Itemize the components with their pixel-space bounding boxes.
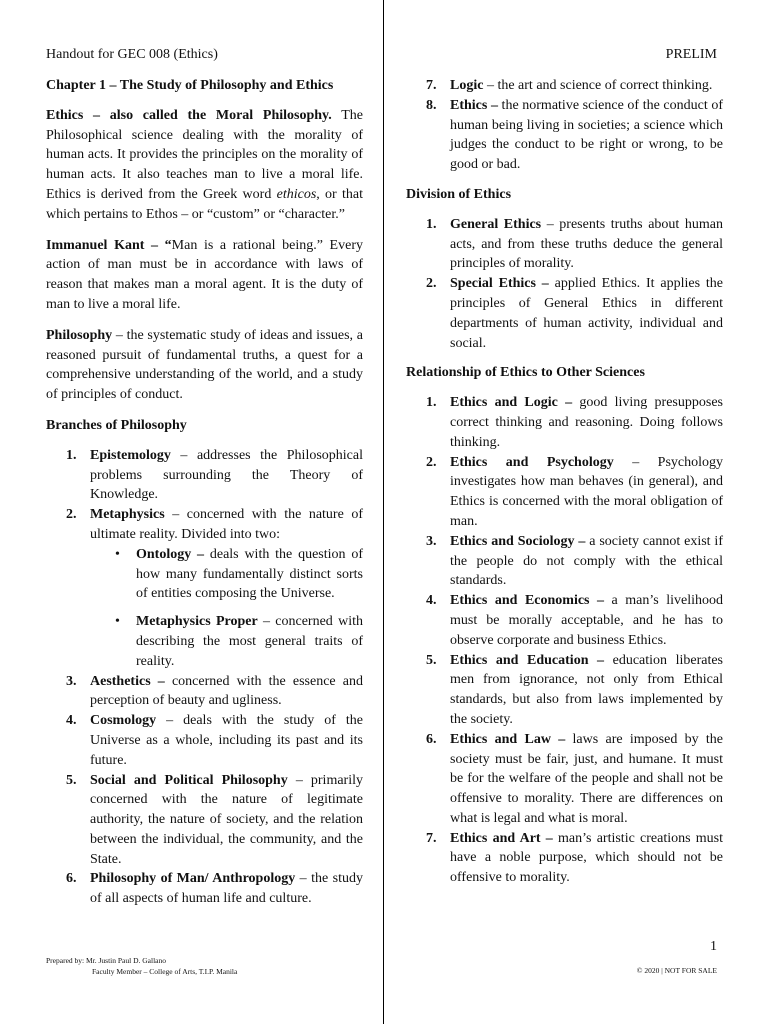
term-label: PRELIM	[665, 47, 717, 62]
list-item	[406, 532, 723, 591]
list-item	[46, 711, 363, 770]
ethics-text-end: , or that which pertains to Ethos – or “custom” or “character.”	[46, 186, 363, 222]
list-item	[406, 829, 723, 888]
item-text: – concerned with the nature of ultimate reality. Divided into two:	[90, 507, 363, 542]
ethics-text: The Philosophical science dealing with the morality of human acts. It provides the principles on the morality of human acts. It also teaches man to live a moral life. Ethics is derived from the Greek word	[46, 107, 364, 202]
item-text: deals with the question of how many fundamentally distinct sorts of entities composing the Universe.	[136, 546, 363, 602]
item-term: Special Ethics –	[450, 276, 549, 292]
item-number: 7.	[426, 830, 437, 846]
item-term: Ethics and Education –	[450, 652, 605, 668]
item-text: – primarily concerned with the nature of legitimate authority, the nature of society, and the relation between the individual, the community, and the State.	[90, 772, 363, 867]
item-term: Social and Political Philosophy	[90, 772, 288, 788]
metaphysics-sublist	[90, 545, 363, 672]
item-number: 6.	[66, 871, 77, 887]
item-number: 1.	[426, 395, 437, 411]
list-item	[406, 274, 723, 353]
item-text: – the art and science of correct thinking.	[483, 78, 713, 93]
item-number: 6.	[426, 731, 437, 747]
item-term: Epistemology	[90, 447, 171, 463]
footer-credits	[46, 955, 237, 977]
item-text: – deals with the study of the Universe as a whole, including its past and its future.	[90, 713, 363, 768]
list-item	[406, 76, 723, 96]
sub-list-item	[90, 545, 363, 604]
prepared-by: Prepared by: Mr. Justin Paul D. Gallano	[46, 956, 166, 965]
list-item	[406, 730, 723, 829]
list-item	[406, 393, 723, 452]
philosophy-definition	[46, 326, 363, 405]
item-number: 5.	[426, 652, 437, 668]
item-number: 8.	[426, 97, 437, 113]
item-number: 3.	[426, 533, 437, 549]
ethics-definition	[46, 106, 363, 225]
bullet-icon: •	[115, 546, 120, 562]
item-text: – presents truths about human acts, and from these truths deduce the general principles of morality.	[450, 216, 723, 272]
item-term: Ethics and Logic –	[450, 395, 573, 411]
item-term: Metaphysics	[90, 507, 165, 523]
item-number: 2.	[66, 507, 77, 523]
item-number: 4.	[426, 593, 437, 609]
item-text: laws are imposed by the society must be fair, just, and humane. It must be for the welfare of the people and shall not be offensive to morality. There are differences on what is legal and what is moral.	[450, 731, 724, 826]
list-item	[406, 651, 723, 730]
chapter-title: Chapter 1 – The Study of Philosophy and Ethics	[46, 78, 334, 93]
item-text: education liberates men from ignorance, not only from Ethical standards, but also from laws implemented by the society.	[450, 652, 724, 727]
list-item	[406, 96, 723, 175]
kant-term: Immanuel Kant – “	[46, 237, 172, 253]
faculty-line: Faculty Member – College of Arts, T.I.P. Manila	[92, 967, 238, 976]
item-term: Cosmology	[90, 713, 157, 729]
sub-list-item	[90, 612, 363, 671]
item-text: concerned with the essence and perception of beauty and ugliness.	[90, 673, 363, 709]
ethicos-word: ethicos	[276, 186, 317, 202]
philosophy-text: – the systematic study of ideas and issues, a reasoned pursuit of fundamental truths, a quest for a comprehensive understanding of the world, and a study of principles of conduct.	[46, 327, 363, 403]
item-term: Ethics and Art –	[450, 830, 553, 846]
list-item	[46, 869, 363, 909]
item-text: good living presupposes correct thinking and reasoning. Doing follows thinking.	[450, 395, 723, 450]
column-divider	[383, 0, 384, 1024]
item-term: Logic	[450, 78, 484, 93]
item-text: – Psychology investigates how man behaves (in general), and Ethics is concerned with the moral obligation of man.	[450, 454, 723, 529]
division-heading: Division of Ethics	[406, 186, 512, 202]
item-term: Ethics and Sociology –	[450, 533, 586, 549]
division-list	[406, 215, 723, 354]
branches-list-continued	[406, 76, 723, 175]
item-text: – concerned with describing the most general traits of reality.	[136, 614, 363, 669]
ethics-term: Ethics – also called the Moral Philosophy.	[46, 107, 332, 123]
item-number: 4.	[66, 713, 77, 729]
branches-heading: Branches of Philosophy	[46, 417, 187, 433]
bullet-icon: •	[115, 614, 120, 630]
relationship-heading: Relationship of Ethics to Other Sciences	[406, 365, 645, 381]
item-text: a society cannot exist if the people do not comply with the ethical standards.	[450, 533, 723, 589]
relationship-list	[406, 393, 723, 888]
item-text: – addresses the Philosophical problems surrounding the Theory of Knowledge.	[90, 447, 363, 503]
item-number: 5.	[66, 772, 77, 788]
kant-text: Man is a rational being.” Every action of man must be in accordance with laws of reason that makes man a moral agent. It is the duty of man to live a moral life.	[46, 237, 363, 312]
item-number: 1.	[66, 447, 77, 463]
handout-title: Handout for GEC 008 (Ethics)	[46, 47, 218, 62]
item-number: 2.	[426, 276, 437, 292]
item-number: 2.	[426, 454, 437, 470]
item-term: Philosophy of Man/ Anthropology	[90, 871, 296, 887]
right-column	[406, 76, 723, 898]
item-term: Ethics and Economics –	[450, 593, 605, 609]
list-item	[46, 672, 363, 712]
left-column	[46, 76, 363, 919]
item-text: applied Ethics. It applies the principles of General Ethics in different departments of human activity, individual and social.	[450, 276, 723, 351]
item-term: Ethics and Psychology	[450, 454, 614, 470]
item-number: 7.	[426, 78, 437, 93]
philosophy-term: Philosophy	[46, 327, 113, 343]
branches-list	[46, 446, 363, 909]
item-term: Ontology –	[136, 546, 205, 562]
list-item	[406, 453, 723, 532]
item-number: 1.	[426, 216, 437, 232]
item-term: Ethics and Law –	[450, 731, 566, 747]
page-number: 1	[710, 939, 717, 954]
item-text: man’s artistic creations must have a noble purpose, which should not be offensive to morality.	[450, 830, 724, 886]
item-term: General Ethics	[450, 216, 542, 232]
list-item	[46, 505, 363, 671]
list-item	[46, 771, 363, 870]
item-text: the normative science of the conduct of human being living in societies; a science which judges the conduct to be right or wrong, to be good or bad.	[450, 97, 723, 173]
item-term: Ethics –	[450, 97, 498, 113]
item-term: Metaphysics Proper	[136, 614, 258, 630]
copyright-notice: © 2020 | NOT FOR SALE	[636, 966, 717, 975]
kant-definition	[46, 236, 363, 315]
list-item	[406, 591, 723, 650]
list-item	[406, 215, 723, 274]
list-item	[46, 446, 363, 505]
item-text: – the study of all aspects of human life and culture.	[90, 871, 363, 907]
item-term: Aesthetics –	[90, 673, 165, 689]
item-text: a man’s livelihood must be morally acceptable, and he has to observe corporate and business Ethics.	[450, 593, 723, 648]
item-number: 3.	[66, 673, 77, 689]
